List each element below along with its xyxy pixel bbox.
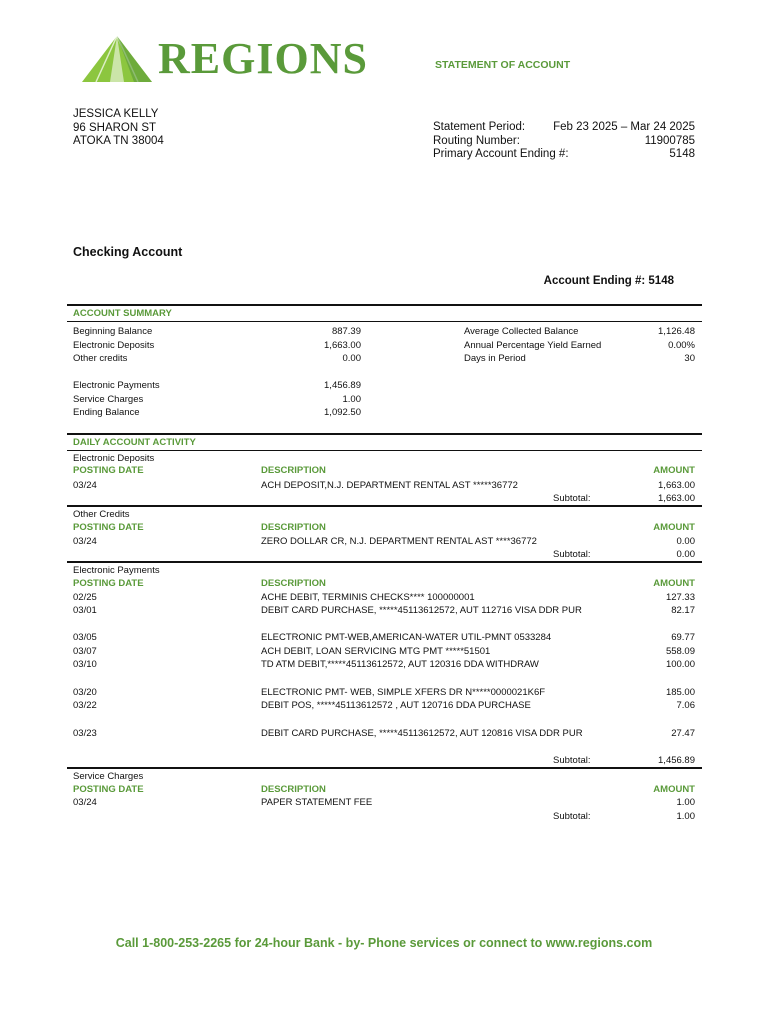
txn-date: 03/01 bbox=[73, 605, 97, 616]
txn-date: 03/24 bbox=[73, 536, 97, 547]
summary-label: Electronic Deposits bbox=[73, 339, 155, 351]
txn-description: ZERO DOLLAR CR, N.J. DEPARTMENT RENTAL AST ****36772 bbox=[261, 536, 537, 547]
col-amount: AMOUNT bbox=[653, 522, 695, 533]
summary-value: 1.00 bbox=[342, 393, 361, 405]
divider bbox=[67, 304, 702, 306]
subtotal-value: 0.00 bbox=[676, 549, 695, 560]
section-title-service-charges: Service Charges bbox=[73, 771, 144, 782]
summary-value: 1,456.89 bbox=[324, 380, 361, 391]
summary-value: 1,092.50 bbox=[324, 407, 361, 418]
txn-amount: 100.00 bbox=[665, 659, 695, 670]
info-value: 5148 bbox=[669, 148, 695, 160]
divider bbox=[67, 321, 702, 322]
primary-account-row bbox=[433, 148, 695, 162]
subtotal-value: 1.00 bbox=[676, 811, 695, 822]
summary-label: Annual Percentage Yield Earned bbox=[464, 339, 602, 351]
subtotal-value: 1,456.89 bbox=[658, 755, 695, 766]
customer-city: ATOKA TN 38004 bbox=[73, 135, 164, 147]
summary-value: 0.00% bbox=[668, 339, 695, 351]
col-description: DESCRIPTION bbox=[261, 465, 326, 476]
txn-amount: 185.00 bbox=[665, 687, 695, 698]
divider bbox=[67, 450, 702, 451]
brand-logo bbox=[82, 34, 368, 84]
txn-date: 03/05 bbox=[73, 632, 97, 643]
col-amount: AMOUNT bbox=[653, 784, 695, 795]
summary-label: Electronic Payments bbox=[73, 380, 160, 391]
divider bbox=[67, 433, 702, 435]
txn-description: PAPER STATEMENT FEE bbox=[261, 797, 373, 808]
col-posting-date: POSTING DATE bbox=[73, 522, 144, 533]
customer-street: 96 SHARON ST bbox=[73, 121, 157, 134]
section-title-electronic-payments: Electronic Payments bbox=[73, 565, 160, 576]
summary-row bbox=[464, 352, 695, 366]
summary-label: Days in Period bbox=[464, 353, 526, 364]
txn-amount: 558.09 bbox=[665, 646, 695, 657]
summary-value: 1,663.00 bbox=[324, 339, 361, 351]
txn-amount: 69.77 bbox=[671, 632, 695, 643]
summary-row bbox=[73, 406, 361, 420]
info-label: Routing Number: bbox=[433, 134, 520, 147]
section-title-electronic-deposits: Electronic Deposits bbox=[73, 453, 155, 464]
summary-row bbox=[464, 325, 695, 339]
divider bbox=[67, 767, 702, 769]
subtotal-label: Subtotal: bbox=[553, 493, 591, 504]
info-label: Statement Period: bbox=[433, 121, 526, 133]
txn-description: ELECTRONIC PMT- WEB, SIMPLE XFERS DR N*****0000021K6F bbox=[261, 687, 546, 698]
txn-amount: 0.00 bbox=[676, 536, 695, 547]
subtotal-label: Subtotal: bbox=[553, 755, 591, 766]
txn-date: 03/22 bbox=[73, 700, 97, 711]
statement-period-row bbox=[433, 121, 695, 135]
col-posting-date: POSTING DATE bbox=[73, 465, 144, 476]
txn-description: ACH DEPOSIT,N.J. DEPARTMENT RENTAL AST *****36772 bbox=[261, 480, 518, 491]
col-amount: AMOUNT bbox=[653, 465, 695, 476]
summary-label: Ending Balance bbox=[73, 407, 140, 418]
regions-pyramid-icon bbox=[82, 34, 152, 84]
routing-number-row bbox=[433, 135, 695, 149]
divider bbox=[67, 505, 702, 507]
col-description: DESCRIPTION bbox=[261, 784, 326, 795]
account-title: Checking Account bbox=[73, 245, 183, 259]
subtotal-label: Subtotal: bbox=[553, 811, 591, 822]
summary-value: 0.00 bbox=[342, 353, 361, 364]
brand-name: REGIONS bbox=[158, 34, 368, 83]
subtotal-label: Subtotal: bbox=[553, 549, 591, 560]
col-posting-date: POSTING DATE bbox=[73, 578, 144, 589]
txn-date: 03/10 bbox=[73, 659, 97, 670]
summary-row bbox=[73, 339, 361, 353]
txn-description: ACH DEBIT, LOAN SERVICING MTG PMT *****51501 bbox=[261, 646, 491, 657]
summary-value: 1,126.48 bbox=[658, 326, 695, 337]
info-value: Feb 23 2025 – Mar 24 2025 bbox=[553, 121, 695, 133]
summary-left bbox=[73, 325, 361, 420]
customer-name: JESSICA KELLY bbox=[73, 108, 159, 120]
divider bbox=[67, 561, 702, 563]
summary-label: Average Collected Balance bbox=[464, 326, 579, 337]
summary-label: Other credits bbox=[73, 353, 128, 364]
summary-row bbox=[464, 339, 695, 353]
col-posting-date: POSTING DATE bbox=[73, 784, 144, 795]
section-title-other-credits: Other Credits bbox=[73, 509, 130, 520]
txn-amount: 27.47 bbox=[671, 728, 695, 739]
account-ending: Account Ending #: 5148 bbox=[543, 275, 674, 287]
txn-description: ELECTRONIC PMT-WEB,AMERICAN-WATER UTIL-PMNT 0533284 bbox=[261, 632, 552, 643]
txn-description: ACHE DEBIT, TERMINIS CHECKS**** 100000001 bbox=[261, 592, 475, 603]
txn-date: 03/24 bbox=[73, 797, 97, 808]
summary-value: 887.39 bbox=[331, 326, 361, 337]
summary-label: Service Charges bbox=[73, 393, 144, 405]
txn-date: 03/23 bbox=[73, 728, 97, 739]
txn-amount: 82.17 bbox=[671, 605, 695, 616]
subtotal-value: 1,663.00 bbox=[658, 493, 695, 504]
statement-info bbox=[433, 121, 695, 162]
txn-amount: 1.00 bbox=[676, 797, 695, 808]
footer-contact: Call 1-800-253-2265 for 24-hour Bank - by- Phone services or connect to www.regions.com bbox=[115, 936, 653, 950]
col-description: DESCRIPTION bbox=[261, 522, 326, 533]
summary-label: Beginning Balance bbox=[73, 326, 153, 337]
txn-date: 03/20 bbox=[73, 687, 97, 698]
customer-address bbox=[73, 108, 164, 149]
col-amount: AMOUNT bbox=[653, 578, 695, 589]
summary-value: 30 bbox=[684, 353, 695, 364]
info-value: 11900785 bbox=[644, 134, 695, 147]
txn-description: DEBIT POS, *****45113612572 , AUT 120716 DDA PURCHASE bbox=[261, 700, 531, 711]
col-description: DESCRIPTION bbox=[261, 578, 326, 589]
txn-description: DEBIT CARD PURCHASE, *****45113612572, AUT 112716 VISA DDR PUR bbox=[261, 605, 582, 616]
summary-right bbox=[464, 325, 695, 366]
summary-row bbox=[73, 352, 361, 366]
txn-amount: 7.06 bbox=[676, 700, 695, 711]
account-summary-heading: ACCOUNT SUMMARY bbox=[73, 308, 172, 319]
txn-date: 02/25 bbox=[73, 592, 97, 603]
summary-row bbox=[73, 379, 361, 393]
daily-activity-heading: DAILY ACCOUNT ACTIVITY bbox=[73, 437, 196, 448]
statement-title: STATEMENT OF ACCOUNT bbox=[435, 59, 571, 71]
info-label: Primary Account Ending #: bbox=[433, 148, 569, 160]
summary-row bbox=[73, 325, 361, 339]
summary-row bbox=[73, 393, 361, 407]
txn-date: 03/24 bbox=[73, 480, 97, 491]
txn-description: DEBIT CARD PURCHASE, *****45113612572, AUT 120816 VISA DDR PUR bbox=[261, 728, 583, 739]
txn-description: TD ATM DEBIT,*****45113612572, AUT 120316 DDA WITHDRAW bbox=[261, 659, 539, 670]
txn-amount: 127.33 bbox=[665, 592, 695, 603]
txn-amount: 1,663.00 bbox=[658, 480, 695, 491]
txn-date: 03/07 bbox=[73, 646, 97, 657]
